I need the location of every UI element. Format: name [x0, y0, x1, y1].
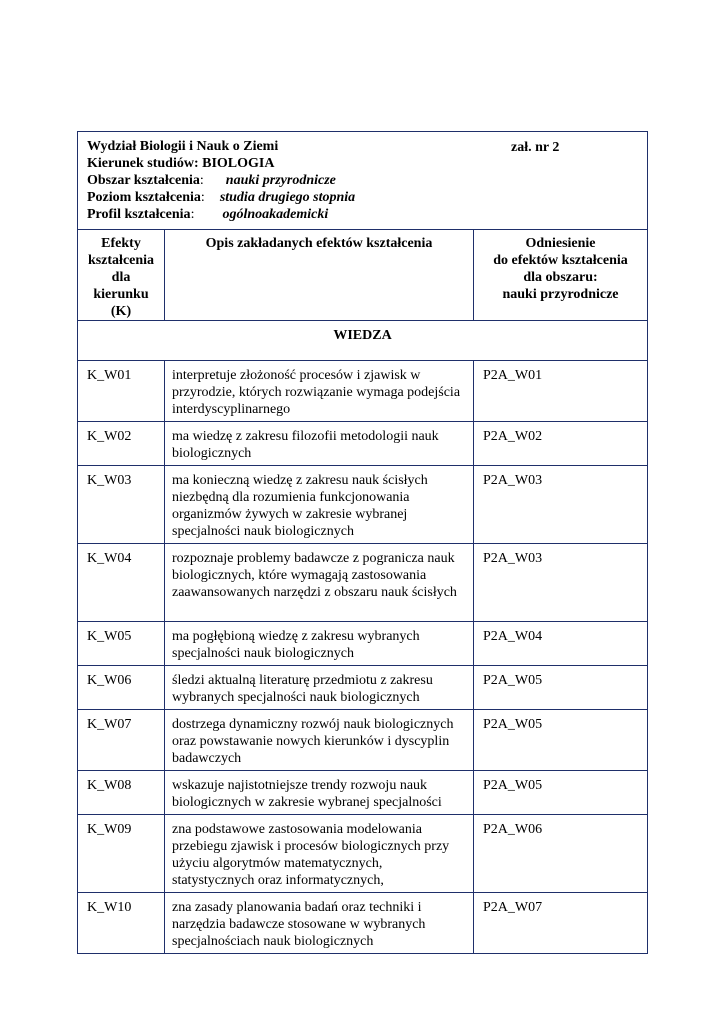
table-row — [78, 771, 648, 815]
faculty-name: Wydział Biologii i Nauk o Ziemi — [87, 139, 279, 154]
outcome-description: zna podstawowe zastosowania modelowania przebiegu zjawisk i procesów biologicznych przy użyciu algorytmów matematycznych, statystycznych oraz informatycznych, — [165, 815, 474, 893]
reference-header-line: do efektów kształcenia — [493, 253, 628, 268]
profile-label: Profil kształcenia — [87, 207, 191, 222]
area-label: Obszar kształcenia — [87, 173, 200, 188]
document-sheet — [77, 131, 647, 954]
description-column-header — [165, 230, 474, 321]
outcome-description: interpretuje złożoność procesów i zjawisk w przyrodzie, których rozwiązanie wymaga podejścia interdyscyplinarnego — [165, 361, 474, 422]
effects-header-line: dla — [111, 270, 131, 285]
column-header-row — [78, 230, 648, 321]
area-value: nauki przyrodnicze — [225, 173, 336, 188]
outcome-code: K_W04 — [78, 544, 165, 622]
outcome-reference: P2A_W03 — [474, 544, 648, 622]
reference-column-header — [474, 230, 648, 321]
outcome-description: ma konieczną wiedzę z zakresu nauk ścisłych niezbędną dla rozumienia funkcjonowania organizmów żywych w zakresie wybranej specjalności nauk biologicznych — [165, 466, 474, 544]
effects-column-header — [78, 230, 165, 321]
effects-header-line: (K) — [110, 304, 132, 319]
outcome-description: śledzi aktualną literaturę przedmiotu z zakresu wybranych specjalności nauk biologicznych — [165, 666, 474, 710]
outcome-description: ma wiedzę z zakresu filozofii metodologii nauk biologicznych — [165, 422, 474, 466]
outcome-description: dostrzega dynamiczny rozwój nauk biologicznych oraz powstawanie nowych kierunków i dyscyplin badawczych — [165, 710, 474, 771]
header-cell — [78, 132, 648, 230]
outcome-reference: P2A_W04 — [474, 622, 648, 666]
outcome-code: K_W10 — [78, 893, 165, 954]
direction-value: : BIOLOGIA — [193, 156, 275, 171]
outcome-reference: P2A_W05 — [474, 710, 648, 771]
table-row — [78, 544, 648, 622]
outcome-code: K_W08 — [78, 771, 165, 815]
outcome-description: ma pogłębioną wiedzę z zakresu wybranych specjalności nauk biologicznych — [165, 622, 474, 666]
profile-line: Profil kształcenia: ogólnoakademicki — [87, 207, 329, 222]
outcome-code: K_W01 — [78, 361, 165, 422]
section-title: WIEDZA — [78, 321, 648, 361]
outcome-reference: P2A_W05 — [474, 771, 648, 815]
effects-header-line: kierunku — [93, 287, 149, 302]
outcome-reference: P2A_W01 — [474, 361, 648, 422]
effects-header-line: kształcenia — [87, 253, 155, 268]
outcome-reference: P2A_W06 — [474, 815, 648, 893]
outcome-code: K_W03 — [78, 466, 165, 544]
level-value: studia drugiego stopnia — [219, 190, 356, 205]
outcome-code: K_W06 — [78, 666, 165, 710]
level-label: Poziom kształcenia — [87, 190, 201, 205]
outcome-code: K_W07 — [78, 710, 165, 771]
reference-header-line: Odniesienie — [525, 236, 596, 251]
outcome-reference: P2A_W02 — [474, 422, 648, 466]
section-row — [78, 321, 648, 361]
reference-header-line: nauki przyrodnicze — [502, 287, 619, 302]
description-header-text: Opis zakładanych efektów kształcenia — [205, 236, 433, 251]
table-row — [78, 361, 648, 422]
table-row — [78, 666, 648, 710]
level-line: Poziom kształcenia: studia drugiego stopnia — [87, 190, 356, 205]
table-row — [78, 710, 648, 771]
area-line: Obszar kształcenia: nauki przyrodnicze — [87, 173, 336, 188]
outcome-code: K_W05 — [78, 622, 165, 666]
table-row — [78, 466, 648, 544]
attachment-label: zał. nr 2 — [511, 140, 560, 155]
table-row — [78, 815, 648, 893]
reference-header-line: dla obszaru: — [523, 270, 598, 285]
learning-outcomes-table — [77, 131, 648, 954]
direction-line — [87, 155, 639, 172]
outcome-code: K_W02 — [78, 422, 165, 466]
header-row — [78, 132, 648, 230]
outcome-reference: P2A_W05 — [474, 666, 648, 710]
table-row — [78, 893, 648, 954]
outcome-description: zna zasady planowania badań oraz techniki i narzędzia badawcze stosowane w wybranych specjalnościach nauk biologicznych — [165, 893, 474, 954]
outcome-code: K_W09 — [78, 815, 165, 893]
table-row — [78, 622, 648, 666]
effects-header-line: Efekty — [101, 236, 141, 251]
outcome-description: rozpoznaje problemy badawcze z pogranicza nauk biologicznych, które wymagają zastosowania zaawansowanych narzędzi z obszaru nauk ścisłych — [165, 544, 474, 622]
profile-value: ogólnoakademicki — [222, 207, 329, 222]
table-row — [78, 422, 648, 466]
outcome-reference: P2A_W03 — [474, 466, 648, 544]
outcome-description: wskazuje najistotniejsze trendy rozwoju nauk biologicznych w zakresie wybranej specjalności — [165, 771, 474, 815]
outcome-reference: P2A_W07 — [474, 893, 648, 954]
direction-label: Kierunek studiów — [87, 156, 194, 171]
